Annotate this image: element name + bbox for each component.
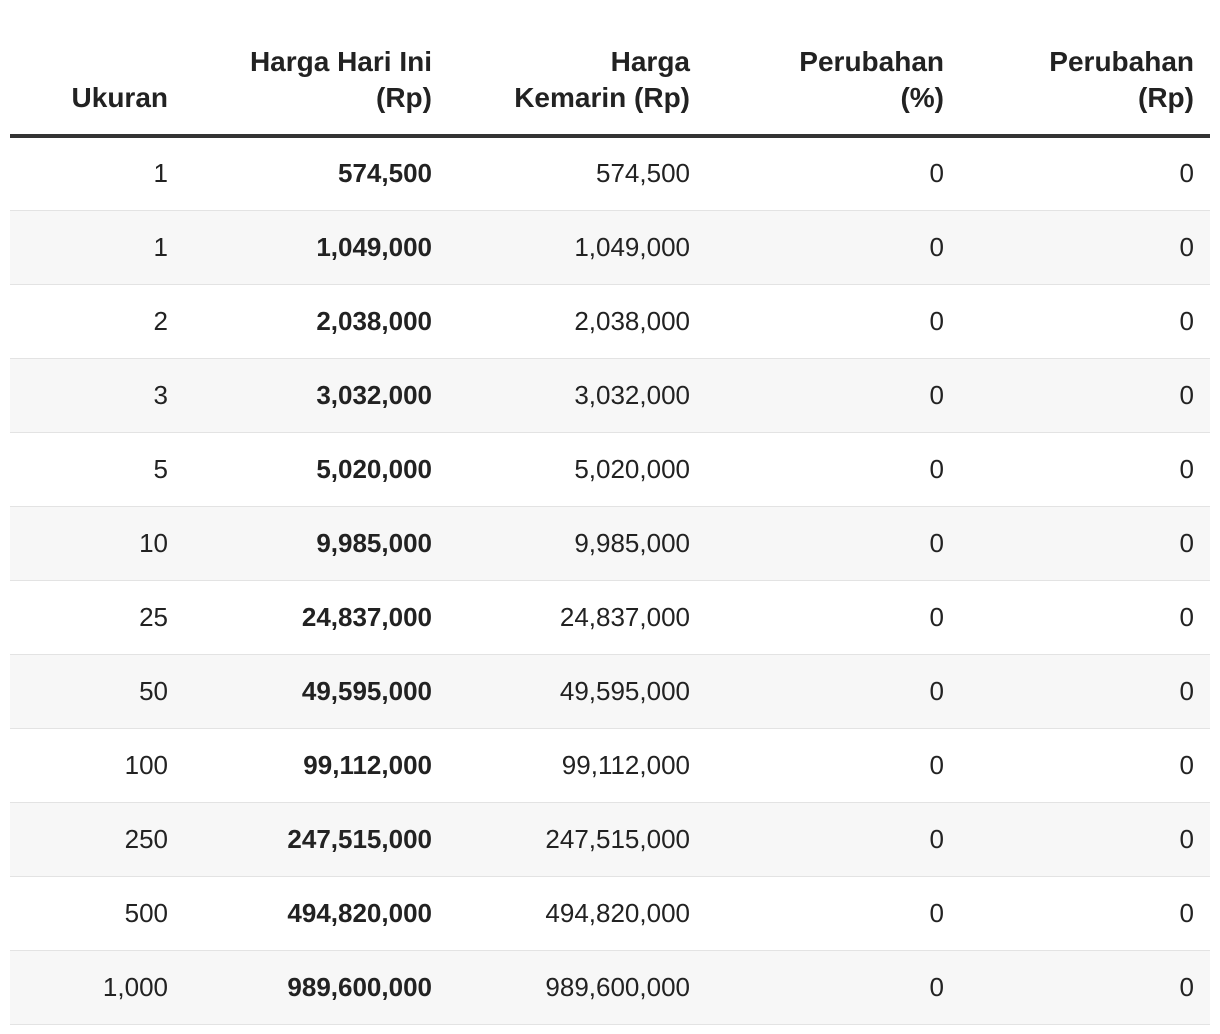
cell-harga-hari-ini: 574,500 bbox=[184, 136, 448, 210]
cell-ukuran: 2 bbox=[10, 284, 184, 358]
cell-ukuran: 3 bbox=[10, 358, 184, 432]
table-row bbox=[10, 802, 1210, 876]
cell-perubahan-persen: 0 bbox=[706, 580, 960, 654]
cell-harga-hari-ini: 99,112,000 bbox=[184, 728, 448, 802]
header-harga-kemarin bbox=[448, 0, 706, 136]
cell-perubahan-rp: 0 bbox=[960, 728, 1210, 802]
cell-ukuran: 1,000 bbox=[10, 950, 184, 1024]
table-row bbox=[10, 728, 1210, 802]
cell-ukuran: 250 bbox=[10, 802, 184, 876]
cell-harga-kemarin: 2,038,000 bbox=[448, 284, 706, 358]
cell-harga-hari-ini: 494,820,000 bbox=[184, 876, 448, 950]
table-row bbox=[10, 876, 1210, 950]
cell-harga-kemarin: 247,515,000 bbox=[448, 802, 706, 876]
cell-harga-hari-ini: 9,985,000 bbox=[184, 506, 448, 580]
header-perubahan-persen bbox=[706, 0, 960, 136]
cell-ukuran: 1 bbox=[10, 136, 184, 210]
table-row bbox=[10, 358, 1210, 432]
cell-perubahan-persen: 0 bbox=[706, 802, 960, 876]
cell-ukuran: 5 bbox=[10, 432, 184, 506]
cell-perubahan-rp: 0 bbox=[960, 950, 1210, 1024]
table-row bbox=[10, 950, 1210, 1024]
cell-harga-kemarin: 494,820,000 bbox=[448, 876, 706, 950]
table-row bbox=[10, 506, 1210, 580]
table-row bbox=[10, 136, 1210, 210]
cell-perubahan-persen: 0 bbox=[706, 506, 960, 580]
cell-perubahan-persen: 0 bbox=[706, 432, 960, 506]
cell-perubahan-persen: 0 bbox=[706, 654, 960, 728]
cell-harga-hari-ini: 1,049,000 bbox=[184, 210, 448, 284]
cell-harga-kemarin: 574,500 bbox=[448, 136, 706, 210]
header-perubahan-persen-line-1: Perubahan bbox=[799, 46, 944, 77]
cell-perubahan-rp: 0 bbox=[960, 876, 1210, 950]
cell-perubahan-persen: 0 bbox=[706, 210, 960, 284]
header-harga-hari-ini-line-1: Harga Hari Ini bbox=[249, 46, 432, 77]
table-row bbox=[10, 210, 1210, 284]
price-table-container bbox=[10, 0, 1210, 1025]
table-body bbox=[10, 136, 1210, 1024]
cell-harga-kemarin: 3,032,000 bbox=[448, 358, 706, 432]
cell-perubahan-persen: 0 bbox=[706, 728, 960, 802]
cell-harga-kemarin: 989,600,000 bbox=[448, 950, 706, 1024]
cell-perubahan-rp: 0 bbox=[960, 802, 1210, 876]
table-row bbox=[10, 284, 1210, 358]
cell-perubahan-rp: 0 bbox=[960, 136, 1210, 210]
cell-harga-hari-ini: 989,600,000 bbox=[184, 950, 448, 1024]
header-harga-kemarin-line-1: Harga bbox=[610, 46, 690, 77]
cell-ukuran: 1 bbox=[10, 210, 184, 284]
cell-harga-hari-ini: 247,515,000 bbox=[184, 802, 448, 876]
header-perubahan-rp-line-1: Perubahan bbox=[1049, 46, 1194, 77]
cell-perubahan-rp: 0 bbox=[960, 284, 1210, 358]
cell-harga-kemarin: 1,049,000 bbox=[448, 210, 706, 284]
cell-ukuran: 25 bbox=[10, 580, 184, 654]
cell-perubahan-persen: 0 bbox=[706, 950, 960, 1024]
table-row bbox=[10, 654, 1210, 728]
table-row bbox=[10, 432, 1210, 506]
header-harga-kemarin-line-2: Kemarin (Rp) bbox=[514, 82, 690, 113]
cell-harga-hari-ini: 5,020,000 bbox=[184, 432, 448, 506]
cell-perubahan-persen: 0 bbox=[706, 136, 960, 210]
table-header bbox=[10, 0, 1210, 136]
header-ukuran bbox=[10, 0, 184, 136]
header-harga-hari-ini bbox=[184, 0, 448, 136]
cell-ukuran: 10 bbox=[10, 506, 184, 580]
cell-perubahan-rp: 0 bbox=[960, 210, 1210, 284]
cell-harga-hari-ini: 3,032,000 bbox=[184, 358, 448, 432]
header-ukuran-line-1: Ukuran bbox=[71, 82, 168, 113]
header-perubahan-persen-line-2: (%) bbox=[900, 82, 944, 113]
cell-ukuran: 500 bbox=[10, 876, 184, 950]
cell-ukuran: 100 bbox=[10, 728, 184, 802]
cell-perubahan-persen: 0 bbox=[706, 358, 960, 432]
header-perubahan-rp-line-2: (Rp) bbox=[1138, 82, 1194, 113]
cell-harga-hari-ini: 49,595,000 bbox=[184, 654, 448, 728]
cell-ukuran: 50 bbox=[10, 654, 184, 728]
header-perubahan-rp bbox=[960, 0, 1210, 136]
cell-harga-kemarin: 24,837,000 bbox=[448, 580, 706, 654]
cell-perubahan-persen: 0 bbox=[706, 876, 960, 950]
header-row bbox=[10, 0, 1210, 136]
cell-perubahan-persen: 0 bbox=[706, 284, 960, 358]
cell-harga-hari-ini: 2,038,000 bbox=[184, 284, 448, 358]
price-table bbox=[10, 0, 1210, 1025]
cell-harga-kemarin: 99,112,000 bbox=[448, 728, 706, 802]
cell-harga-kemarin: 49,595,000 bbox=[448, 654, 706, 728]
cell-harga-kemarin: 5,020,000 bbox=[448, 432, 706, 506]
cell-perubahan-rp: 0 bbox=[960, 432, 1210, 506]
table-row bbox=[10, 580, 1210, 654]
cell-perubahan-rp: 0 bbox=[960, 580, 1210, 654]
cell-harga-hari-ini: 24,837,000 bbox=[184, 580, 448, 654]
cell-perubahan-rp: 0 bbox=[960, 358, 1210, 432]
cell-harga-kemarin: 9,985,000 bbox=[448, 506, 706, 580]
cell-perubahan-rp: 0 bbox=[960, 654, 1210, 728]
cell-perubahan-rp: 0 bbox=[960, 506, 1210, 580]
header-harga-hari-ini-line-2: (Rp) bbox=[376, 82, 432, 113]
